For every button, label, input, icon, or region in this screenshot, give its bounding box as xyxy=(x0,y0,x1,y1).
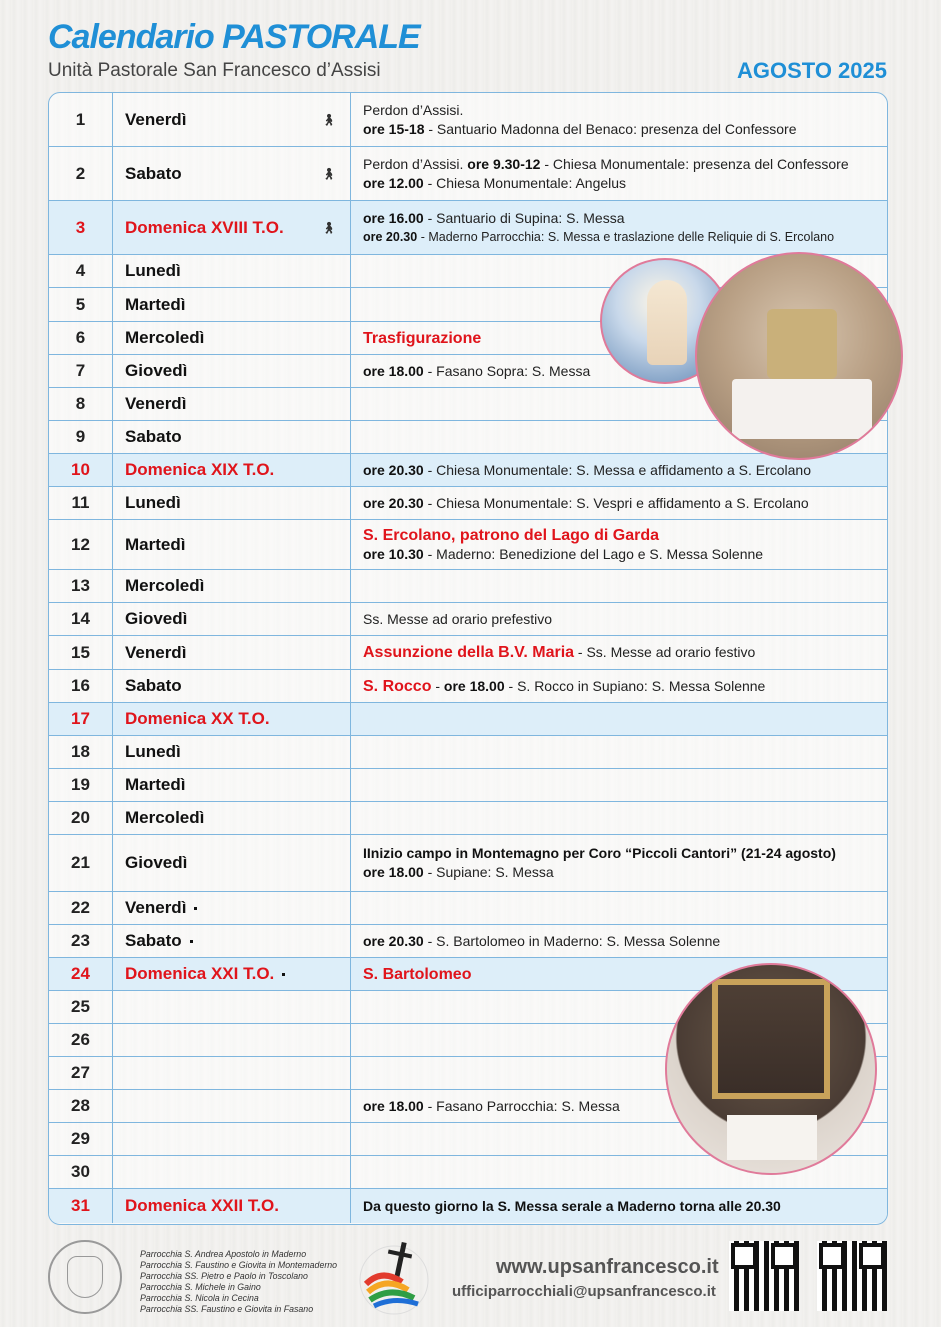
day-name: Mercoledì xyxy=(125,576,205,595)
day-name: Martedì xyxy=(125,534,186,554)
day-name-cell xyxy=(113,603,351,635)
jubilee-logo xyxy=(352,1238,436,1320)
altar-painting-photo xyxy=(665,963,877,1175)
calendar-row xyxy=(49,454,887,487)
day-name: Lunedì xyxy=(125,493,181,512)
calendar-row xyxy=(49,147,887,201)
day-name: Sabato xyxy=(125,931,182,950)
day-number: 8 xyxy=(49,388,113,420)
qr-code-icon[interactable] xyxy=(817,1241,887,1311)
dot-marker-icon xyxy=(282,973,285,976)
day-name: Lunedì xyxy=(125,742,181,761)
event-text: Perdon d’Assisi. xyxy=(363,155,468,172)
events-cell xyxy=(351,670,887,702)
event-time: ore 18.00 xyxy=(363,1097,424,1114)
day-name: Domenica XXI T.O. xyxy=(125,964,275,983)
day-name-cell xyxy=(113,322,351,354)
event-text: - Maderno: Benedizione del Lago e S. Messa Solenne xyxy=(423,545,764,562)
event-time: ore 18.00 xyxy=(363,362,424,379)
event-time: ore 10.30 xyxy=(363,545,424,562)
page-subtitle: Unità Pastorale San Francesco d’Assisi xyxy=(48,60,381,81)
event-line xyxy=(363,610,887,629)
events-cell xyxy=(351,201,887,254)
day-name: Venerdì xyxy=(125,109,187,129)
event-line xyxy=(363,101,887,120)
day-number: 6 xyxy=(49,322,113,354)
events-cell xyxy=(351,769,887,801)
calendar-row xyxy=(49,1189,887,1223)
event-text: Perdon d’Assisi. xyxy=(363,101,464,118)
calendar-row xyxy=(49,703,887,736)
day-name: Venerdì xyxy=(125,898,187,917)
parish-item: Parrocchia S. Michele in Gaino xyxy=(140,1282,261,1292)
day-number: 10 xyxy=(49,454,113,486)
day-name-cell xyxy=(113,1156,351,1188)
day-name-cell xyxy=(113,520,351,569)
calendar-row xyxy=(49,570,887,603)
event-line xyxy=(363,174,887,193)
event-line xyxy=(363,526,887,545)
parish-item: Parrocchia S. Andrea Apostolo in Maderno xyxy=(140,1249,307,1259)
event-time: ore 9.30-12 xyxy=(467,155,541,172)
day-number: 22 xyxy=(49,892,113,924)
day-name: Mercoledì xyxy=(125,328,205,347)
event-text: - S. Rocco in Supiano: S. Messa Solenne xyxy=(504,677,766,694)
day-number: 7 xyxy=(49,355,113,387)
day-name-cell xyxy=(113,736,351,768)
day-number: 19 xyxy=(49,769,113,801)
day-number: 27 xyxy=(49,1057,113,1089)
event-text: - xyxy=(431,677,444,694)
calendar-row xyxy=(49,925,887,958)
day-name: Domenica XX T.O. xyxy=(125,709,270,728)
event-time: IInizio campo in Montemagno per Coro “Piccoli Cantori” (21-24 agosto) xyxy=(363,845,836,861)
day-number: 30 xyxy=(49,1156,113,1188)
event-text: - Fasano Sopra: S. Messa xyxy=(423,362,591,379)
day-number: 2 xyxy=(49,147,113,200)
day-name: Giovedì xyxy=(125,853,188,872)
event-text: - Chiesa Monumentale: S. Vespri e affidamento a S. Ercolano xyxy=(423,494,809,511)
day-name-cell xyxy=(113,201,351,254)
day-name-cell xyxy=(113,892,351,924)
day-name-cell xyxy=(113,670,351,702)
events-cell xyxy=(351,570,887,602)
event-title: S. Ercolano, patrono del Lago di Garda xyxy=(363,526,660,544)
day-number: 31 xyxy=(49,1189,113,1223)
day-number: 14 xyxy=(49,603,113,635)
day-name-cell xyxy=(113,147,351,200)
day-name-cell xyxy=(113,454,351,486)
event-line xyxy=(363,545,887,564)
dot-marker-icon xyxy=(194,907,197,910)
day-name-cell xyxy=(113,93,351,146)
month-label: AGOSTO 2025 xyxy=(737,58,887,83)
events-cell xyxy=(351,93,887,146)
day-name-cell xyxy=(113,1057,351,1089)
pilgrim-walkers-icon: 🚶︎ xyxy=(322,114,336,126)
day-number: 12 xyxy=(49,520,113,569)
day-name-cell xyxy=(113,636,351,669)
day-name-cell xyxy=(113,355,351,387)
day-name-cell xyxy=(113,958,351,990)
website-link[interactable]: www.upsanfrancesco.it xyxy=(496,1256,719,1278)
calendar-row xyxy=(49,769,887,802)
day-name: Martedì xyxy=(125,775,186,794)
event-time: ore 20.30 xyxy=(363,494,424,511)
event-text: Ss. Messe ad orario prefestivo xyxy=(363,610,553,627)
event-line xyxy=(363,1197,887,1216)
day-name: Martedì xyxy=(125,294,186,314)
event-time: ore 18.00 xyxy=(443,677,505,694)
events-cell xyxy=(351,802,887,834)
day-name: Domenica XXII T.O. xyxy=(125,1196,279,1215)
day-number: 3 xyxy=(49,201,113,254)
event-time: ore 15-18 xyxy=(363,120,425,137)
event-title: Assunzione della B.V. Maria xyxy=(363,644,575,661)
parish-item: Parrocchia S. Nicola in Cecina xyxy=(140,1293,259,1303)
day-number: 15 xyxy=(49,636,113,669)
parish-item: Parrocchia SS. Pietro e Paolo in Toscolano xyxy=(140,1271,308,1281)
day-name-cell xyxy=(113,1189,351,1223)
day-name-cell xyxy=(113,388,351,420)
event-line xyxy=(363,677,887,696)
day-name-cell xyxy=(113,1024,351,1056)
day-name: Venerdì xyxy=(125,642,187,662)
event-text: - Fasano Parrocchia: S. Messa xyxy=(423,1097,620,1114)
day-number: 1 xyxy=(49,93,113,146)
day-name: Mercoledì xyxy=(125,808,205,827)
event-title: S. Rocco xyxy=(363,677,432,695)
calendar-row xyxy=(49,201,887,255)
event-time: ore 12.00 xyxy=(363,174,424,191)
day-name-cell xyxy=(113,835,351,891)
events-cell xyxy=(351,147,887,200)
event-title: Trasfigurazione xyxy=(363,329,482,347)
day-number: 23 xyxy=(49,925,113,957)
calendar-row xyxy=(49,520,887,570)
event-line xyxy=(363,643,887,662)
calendar-row xyxy=(49,636,887,670)
day-name-cell xyxy=(113,288,351,321)
email-link[interactable]: ufficiparrocchiali@upsanfrancesco.it xyxy=(452,1283,716,1300)
reliquary-photo xyxy=(695,252,903,460)
event-line xyxy=(363,228,887,247)
day-name: Giovedì xyxy=(125,361,188,380)
day-name: Venerdì xyxy=(125,394,187,413)
day-name: Domenica XVIII T.O. xyxy=(125,217,284,237)
day-name-cell xyxy=(113,1123,351,1155)
calendar-row xyxy=(49,603,887,636)
event-text: - Chiesa Monumentale: presenza del Confessore xyxy=(540,155,849,172)
events-cell xyxy=(351,487,887,519)
parish-item: Parrocchia S. Faustino e Giovita in Montemaderno xyxy=(140,1260,338,1270)
event-line xyxy=(363,844,887,863)
calendar-row xyxy=(49,487,887,520)
day-number: 25 xyxy=(49,991,113,1023)
day-name-cell xyxy=(113,802,351,834)
event-line xyxy=(363,932,887,951)
day-name: Sabato xyxy=(125,163,182,183)
day-number: 24 xyxy=(49,958,113,990)
calendar-row xyxy=(49,892,887,925)
event-time: Da questo giorno la S. Messa serale a Maderno torna alle 20.30 xyxy=(363,1197,781,1214)
day-name: Sabato xyxy=(125,427,182,446)
parish-list xyxy=(140,1249,337,1315)
events-cell xyxy=(351,1189,887,1223)
calendar-row xyxy=(49,835,887,892)
event-text: - Chiesa Monumentale: S. Messa e affidamento a S. Ercolano xyxy=(423,461,811,478)
day-name-cell xyxy=(113,487,351,519)
event-line xyxy=(363,494,887,513)
day-name: Domenica XIX T.O. xyxy=(125,460,275,479)
events-cell xyxy=(351,703,887,735)
events-cell xyxy=(351,835,887,891)
event-text: - Chiesa Monumentale: Angelus xyxy=(423,174,627,191)
day-number: 20 xyxy=(49,802,113,834)
day-name-cell xyxy=(113,991,351,1023)
parish-item: Parrocchia SS. Faustino e Giovita in Fasano xyxy=(140,1304,314,1314)
pilgrim-walkers-icon: 🚶︎ xyxy=(322,222,336,234)
event-time: ore 20.30 xyxy=(363,229,418,244)
events-cell xyxy=(351,736,887,768)
events-cell xyxy=(351,603,887,635)
parish-seal-logo xyxy=(48,1240,122,1314)
event-time: ore 18.00 xyxy=(363,864,424,880)
event-title: S. Bartolomeo xyxy=(363,965,472,983)
qr-code-icon[interactable] xyxy=(729,1241,799,1311)
event-line xyxy=(363,120,887,139)
day-number: 9 xyxy=(49,421,113,453)
event-time: ore 20.30 xyxy=(363,461,424,478)
events-cell xyxy=(351,520,887,569)
events-cell xyxy=(351,636,887,669)
calendar-row xyxy=(49,736,887,769)
pilgrim-walkers-icon: 🚶︎ xyxy=(322,168,336,180)
day-name-cell xyxy=(113,570,351,602)
page-title: Calendario PASTORALE xyxy=(48,18,420,56)
day-name: Sabato xyxy=(125,676,182,695)
day-number: 18 xyxy=(49,736,113,768)
calendar-row xyxy=(49,802,887,835)
event-text: - Supiane: S. Messa xyxy=(423,864,554,880)
event-text: - Ss. Messe ad orario festivo xyxy=(574,644,756,660)
day-number: 17 xyxy=(49,703,113,735)
day-number: 11 xyxy=(49,487,113,519)
event-line xyxy=(363,155,887,174)
day-number: 4 xyxy=(49,255,113,287)
event-time: ore 16.00 xyxy=(363,209,424,226)
day-name-cell xyxy=(113,255,351,287)
event-text: - S. Bartolomeo in Maderno: S. Messa Solenne xyxy=(423,932,721,949)
event-time: ore 20.30 xyxy=(363,932,424,949)
events-cell xyxy=(351,892,887,924)
day-name-cell xyxy=(113,421,351,453)
day-number: 21 xyxy=(49,835,113,891)
events-cell xyxy=(351,925,887,957)
event-text: - Maderno Parrocchia: S. Messa e traslazione delle Reliquie di S. Ercolano xyxy=(417,229,835,244)
dot-marker-icon xyxy=(190,940,193,943)
event-text: - Santuario di Supina: S. Messa xyxy=(423,209,625,226)
event-line xyxy=(363,209,887,228)
day-number: 5 xyxy=(49,288,113,321)
day-number: 16 xyxy=(49,670,113,702)
day-number: 26 xyxy=(49,1024,113,1056)
event-line xyxy=(363,863,887,882)
calendar-row xyxy=(49,670,887,703)
day-name-cell xyxy=(113,925,351,957)
day-number: 28 xyxy=(49,1090,113,1122)
event-line xyxy=(363,461,887,480)
calendar-row xyxy=(49,93,887,147)
day-number: 13 xyxy=(49,570,113,602)
day-name-cell xyxy=(113,1090,351,1122)
day-name: Giovedì xyxy=(125,609,188,628)
event-text: - Santuario Madonna del Benaco: presenza del Confessore xyxy=(424,120,797,137)
day-number: 29 xyxy=(49,1123,113,1155)
day-name-cell xyxy=(113,769,351,801)
day-name: Lunedì xyxy=(125,261,181,280)
day-name-cell xyxy=(113,703,351,735)
